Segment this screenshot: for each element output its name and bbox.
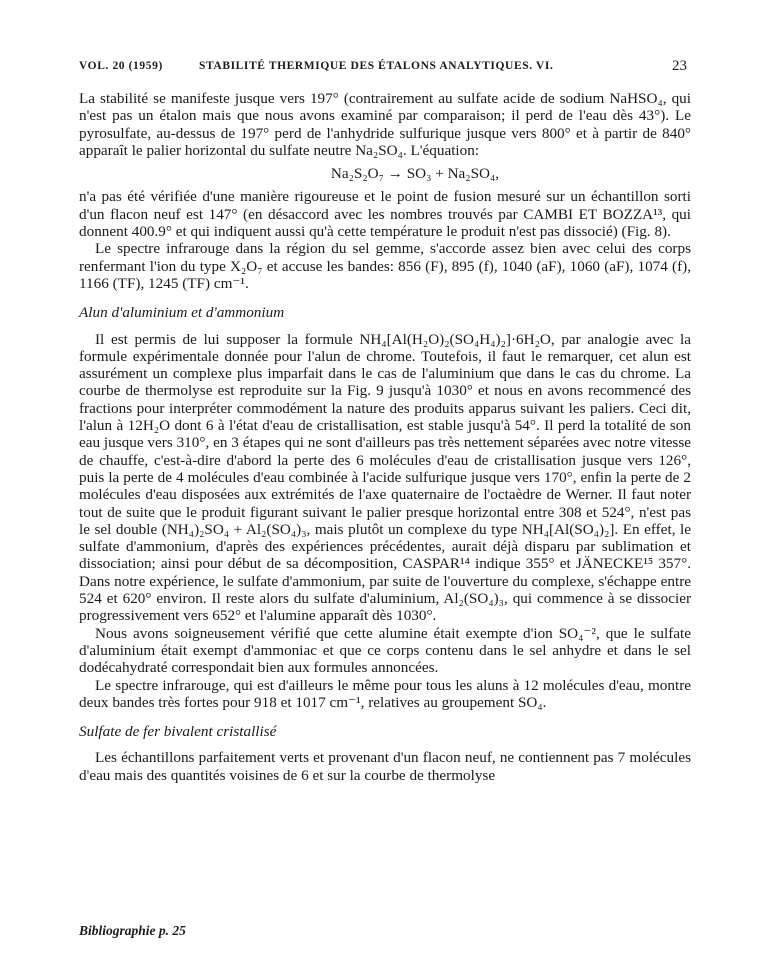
volume-label: VOL. 20 (1959) bbox=[79, 60, 163, 72]
running-head bbox=[79, 60, 687, 72]
page-number: 23 bbox=[672, 58, 687, 74]
section-heading: Alun d'aluminium et d'ammonium bbox=[79, 304, 285, 322]
paragraph: Le spectre infrarouge, qui est d'ailleurs le même pour tous les aluns à 12 molécules d'eau, montre deux bandes très fortes pour 918 et 1017 cm⁻¹, relatives au groupement SO₄. bbox=[79, 676, 691, 711]
paragraph: Il est permis de lui supposer la formule NH₄[Al(H₂O)₂(SO₄H₄)₂]·6H₂O, par analogie avec la formule expérimentale donnée pour l'alun de chrome. Toutefois, il faut le remarquer, cet alun est assurément un complexe plus imparfait dans le cas de l'aluminium que dans le cas du chrome. La courbe de thermolyse est reproduite sur la Fig. 9 jusqu'à 1030° et nous en avons recommencé des fractions pour interpréter commodément la nature des produits apparus suivant les paliers. Ceci dit, l'alun à 12H₂O dont 6 à l'état d'eau de cristallisation, est stable jusqu'à 54°. Il perd la totalité de son eau jusque vers 310°, en 3 étapes qui ne sont d'ailleurs pas très nettement séparées avec notre vitesse de chauffe, c'est-à-dire d'abord la perte des 6 molécules d'eau de cristallisation jusque vers 126°, puis la perte de 4 molécules d'eau combinée à l'acide sulfurique jusque vers 170°, enfin la perte de 2 molécules d'eau disposées aux extrémités de l'axe quaternaire de l'octaèdre de Werner. Il faut noter tout de suite que le produit figurant suivant le palier presque horizontal entre 308 et 524°, n'est pas le sel double (NH₄)₂SO₄ + Al₂(SO₄)₃, mais plutôt un complexe du type NH₄[Al(SO₄)₂]. En effet, le sulfate d'ammonium, d'après des expériences précédentes, aurait déjà disparu par sublimation et dissociation; ainsi pour début de sa décomposition, CASPAR¹⁴ indique 355° et JÄNECKE¹⁵ 357°. Dans notre expérience, le sulfate d'ammonium, par suite de l'ouverture du complexe, s'échappe entre 524 et 620° environ. Il reste alors du sulfate d'aluminium, Al₂(SO₄)₃, qui commence à se dissocier progressivement vers 652° et l'alumine apparaît dès 1030°. bbox=[79, 330, 691, 625]
chemical-equation: Na₂S₂O₇ → SO₃ + Na₂SO₄, bbox=[330, 165, 500, 183]
article-running-title: STABILITÉ THERMIQUE DES ÉTALONS ANALYTIQUES. VI. bbox=[199, 60, 554, 72]
bibliography-reference: Bibliographie p. 25 bbox=[79, 923, 186, 938]
paragraph: Le spectre infrarouge dans la région du sel gemme, s'accorde assez bien avec celui des corps renfermant l'ion du type X₂O₇ et accuse les bandes: 856 (F), 895 (f), 1040 (aF), 1060 (aF), 1074 (f), 1166 (TF), 1245 (TF) cm⁻¹. bbox=[79, 240, 691, 292]
paragraph: La stabilité se manifeste jusque vers 197° (contrairement au sulfate acide de sodium NaHSO₄, qui n'est pas un étalon mais que nous avons examiné par comparaison; il perd de l'eau dès 43°). Le pyrosulfate, au-dessus de 197° perd de l'anhydride sulfurique jusque vers 800° et à partir de 840° apparaît le palier horizontal du sulfate neutre Na₂SO₄. L'équation: bbox=[79, 90, 691, 159]
article-body bbox=[79, 90, 691, 784]
paragraph: Nous avons soigneusement vérifié que cette alumine était exempte d'ion SO₄⁻², que le sulfate d'aluminium était exempt d'ammoniac et que ce corps contenu dans le sel anhydre et dans le sel dodécahydraté correspondait bien aux formules annoncées. bbox=[79, 624, 691, 677]
paragraph: Les échantillons parfaitement verts et provenant d'un flacon neuf, ne contiennent pas 7 molécules d'eau mais des quantités voisines de 6 et sur la courbe de thermolyse bbox=[79, 749, 691, 784]
paragraph: n'a pas été vérifiée d'une manière rigoureuse et le point de fusion mesuré sur un échantillon sorti d'un flacon neuf est 147° (en désaccord avec les nombres trouvés par CAMBI ET BOZZA¹³, qui donnent 400.9° et qui indiquent aussi qu'à cette température le produit n'est pas dissocié) (Fig. 8). bbox=[79, 188, 691, 241]
section-heading: Sulfate de fer bivalent cristallisé bbox=[79, 723, 277, 741]
